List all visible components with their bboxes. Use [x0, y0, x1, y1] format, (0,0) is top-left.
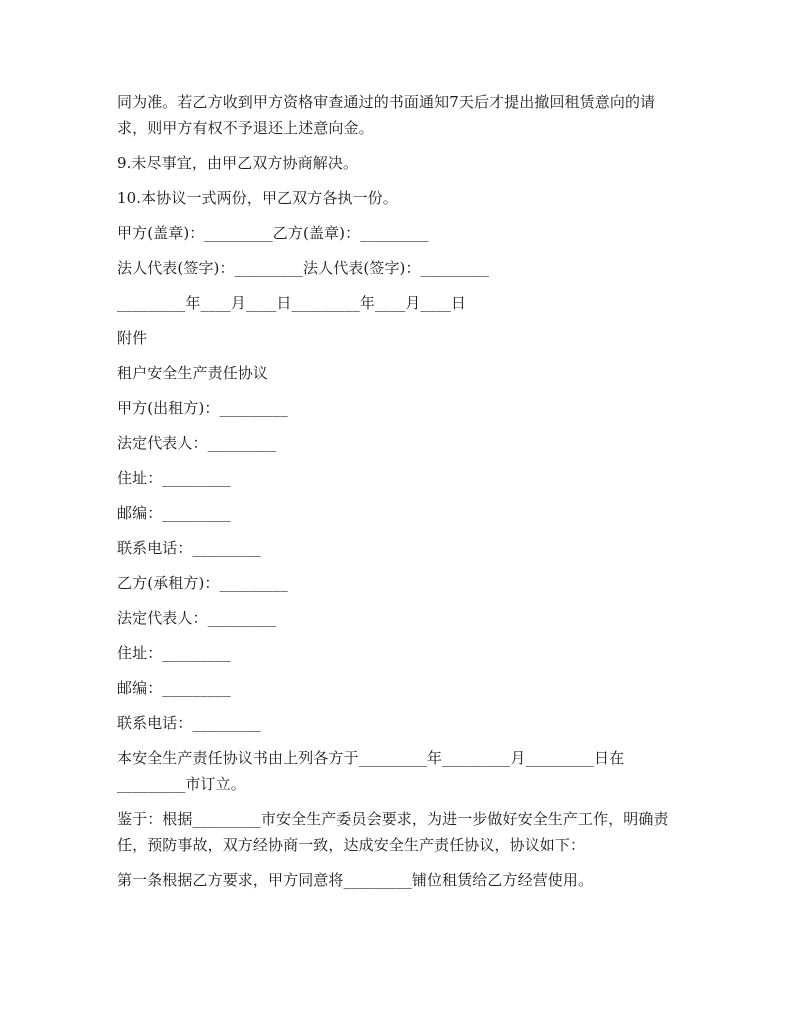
paragraph-clause-10: 10.本协议一式两份，甲乙双方各执一份。 — [117, 189, 398, 207]
signature-date-line: _________年____月____日_________年____月____日 — [117, 294, 467, 312]
document-body — [117, 89, 682, 902]
appendix-heading: 附件 — [117, 329, 148, 347]
signature-representative-line: 法人代表(签字)：_________法人代表(签字)：_________ — [117, 259, 490, 277]
paragraph-whereas: 鉴于：根据_________市安全生产委员会要求，为进一步做好安全生产工作，明确责任，预防事故，双方经协商一致，达成安全生产责任协议，协议如下： — [117, 810, 669, 854]
party-a-representative-field: 法定代表人：_________ — [117, 434, 277, 452]
party-b-postcode-field: 邮编：_________ — [117, 679, 231, 697]
appendix-title: 租户安全生产责任协议 — [117, 364, 269, 382]
party-b-representative-field: 法定代表人：_________ — [117, 609, 277, 627]
party-a-address-field: 住址：_________ — [117, 469, 231, 487]
signature-seal-line: 甲方(盖章)：_________乙方(盖章)：_________ — [117, 224, 429, 242]
party-b-name-field: 乙方(承租方)：_________ — [117, 574, 288, 592]
party-a-postcode-field: 邮编：_________ — [117, 504, 231, 522]
paragraph-deposit-refund: 同为准。若乙方收到甲方资格审查通过的书面通知7天后才提出撤回租赁意向的请求，则甲方有权不予退还上述意向金。 — [117, 93, 656, 137]
party-a-phone-field: 联系电话：_________ — [117, 539, 261, 557]
party-a-name-field: 甲方(出租方)：_________ — [117, 399, 288, 417]
paragraph-clause-9: 9.未尽事宜，由甲乙双方协商解决。 — [117, 154, 359, 172]
paragraph-article-1: 第一条根据乙方要求，甲方同意将_________铺位租赁给乙方经营使用。 — [117, 871, 594, 889]
paragraph-signing-date-place: 本安全生产责任协议书由上列各方于_________年_________月_________日在_________市订立。 — [117, 749, 625, 793]
party-b-address-field: 住址：_________ — [117, 644, 231, 662]
party-b-phone-field: 联系电话：_________ — [117, 714, 261, 732]
